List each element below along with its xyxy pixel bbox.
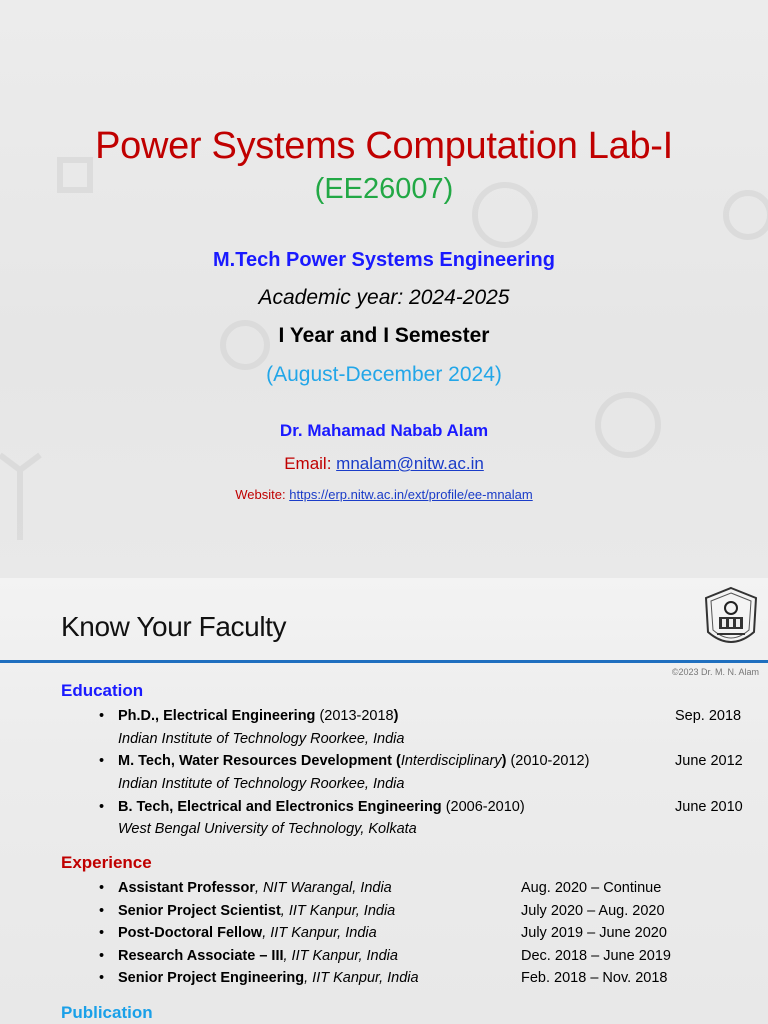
organization: , IIT Kanpur, India (262, 925, 377, 941)
role: Research Associate – III (118, 948, 284, 964)
degree-years: (2010-2012) (506, 753, 590, 769)
website-link[interactable]: https://erp.nitw.ac.in/ext/profile/ee-mnalam (289, 487, 533, 502)
bullet: • (99, 799, 105, 815)
education-heading: Education (61, 681, 144, 700)
bullet: • (99, 753, 105, 769)
institution: Indian Institute of Technology Roorkee, India (118, 731, 405, 747)
period: Dec. 2018 – June 2019 (521, 948, 671, 964)
website-label: Website: (235, 487, 290, 502)
role: Senior Project Engineering (118, 970, 305, 986)
bullet: • (99, 708, 105, 724)
course-code: (EE26007) (314, 173, 454, 205)
email-label: Email: (284, 454, 337, 473)
copyright-note: ©2023 Dr. M. N. Alam (671, 667, 759, 677)
bullet: • (99, 880, 105, 896)
degree: M. Tech, Water Resources Development (118, 753, 392, 769)
degree-date: June 2010 (675, 799, 743, 815)
role: Senior Project Scientist (118, 903, 281, 919)
title-divider (0, 660, 768, 663)
role: Assistant Professor (118, 880, 255, 896)
course-title: Power Systems Computation Lab-I (95, 125, 673, 167)
slide-title: Know Your Faculty (61, 611, 287, 642)
faculty-slide (0, 578, 768, 1024)
experience-heading: Experience (61, 853, 152, 872)
degree-note-open: ( (391, 753, 401, 769)
instructor-name: Dr. Mahamad Nabab Alam (279, 421, 489, 440)
bullet: • (99, 948, 105, 964)
organization: , IIT Kanpur, India (280, 903, 396, 919)
institution: West Bengal University of Technology, Kolkata (118, 821, 417, 837)
institution: Indian Institute of Technology Roorkee, India (118, 776, 405, 792)
publication-heading: Publication (61, 1003, 153, 1022)
degree-date: Sep. 2018 (675, 708, 742, 724)
degree: Ph.D., Electrical Engineering (118, 708, 316, 724)
period: July 2020 – Aug. 2020 (521, 903, 665, 919)
term-months: (August-December 2024) (266, 363, 502, 386)
email-line (0, 452, 768, 476)
bullet: • (99, 903, 105, 919)
period: July 2019 – June 2020 (521, 925, 667, 941)
degree-note: Interdisciplinary (400, 753, 502, 769)
degree-date: June 2012 (675, 753, 743, 769)
bullet: • (99, 970, 105, 986)
institute-emblem-icon (702, 586, 760, 654)
period: Aug. 2020 – Continue (521, 880, 662, 896)
role: Post-Doctoral Fellow (118, 925, 263, 941)
program-name: M.Tech Power Systems Engineering (213, 249, 555, 271)
email-link[interactable]: mnalam@nitw.ac.in (336, 454, 484, 473)
degree-years: (2013-2018 (315, 708, 394, 724)
organization: , IIT Kanpur, India (283, 948, 398, 964)
degree: B. Tech, Electrical and Electronics Engineering (118, 799, 442, 815)
period: Feb. 2018 – Nov. 2018 (521, 970, 668, 986)
academic-year: Academic year: 2024-2025 (258, 286, 510, 309)
degree-years: (2006-2010) (441, 799, 525, 815)
degree-years-close: ) (393, 708, 399, 724)
semester: I Year and I Semester (278, 324, 490, 347)
organization: , NIT Warangal, India (255, 880, 392, 896)
website-line (0, 485, 768, 505)
degree-note-close: ) (501, 753, 507, 769)
organization: , IIT Kanpur, India (304, 970, 419, 986)
bullet: • (99, 925, 105, 941)
